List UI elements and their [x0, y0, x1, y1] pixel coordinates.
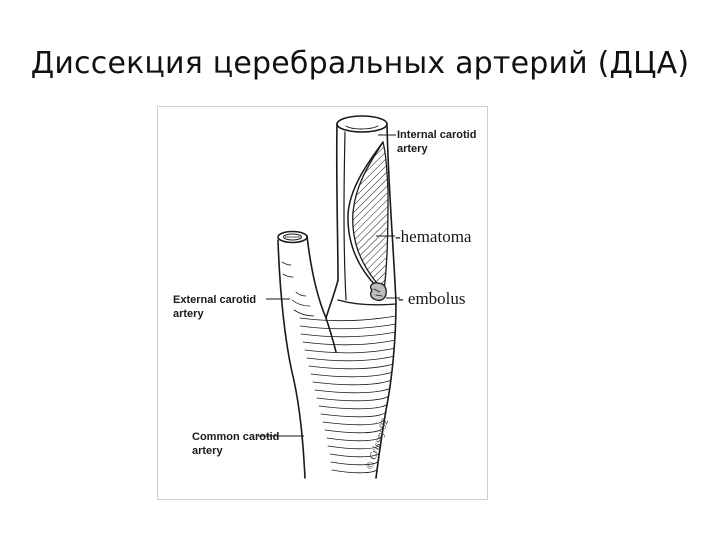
external-carotid-outline-right [307, 236, 336, 352]
slide-title: Диссекция церебральных артерий (ДЦА) [30, 46, 690, 81]
label-common-carotid-line2: artery [192, 445, 223, 457]
label-hematoma: -hematoma [395, 227, 472, 246]
label-external-carotid-line2: artery [173, 308, 204, 320]
label-common-carotid-line1: Common carotid [192, 431, 280, 443]
label-internal-carotid-line1: Internal carotid [397, 129, 477, 141]
internal-carotid-opening [337, 116, 387, 132]
hematoma-region [353, 142, 388, 290]
bifurcation-crotch [326, 280, 338, 318]
label-internal-carotid-line2: artery [397, 143, 428, 155]
artist-signature: © Crissey 92 [364, 417, 392, 471]
internal-carotid-outline-left [337, 124, 338, 280]
label-external-carotid-line1: External carotid [173, 294, 257, 306]
external-carotid-outline-left [278, 240, 305, 478]
true-lumen-boundary [344, 132, 346, 300]
label-embolus: - embolus [398, 289, 466, 308]
